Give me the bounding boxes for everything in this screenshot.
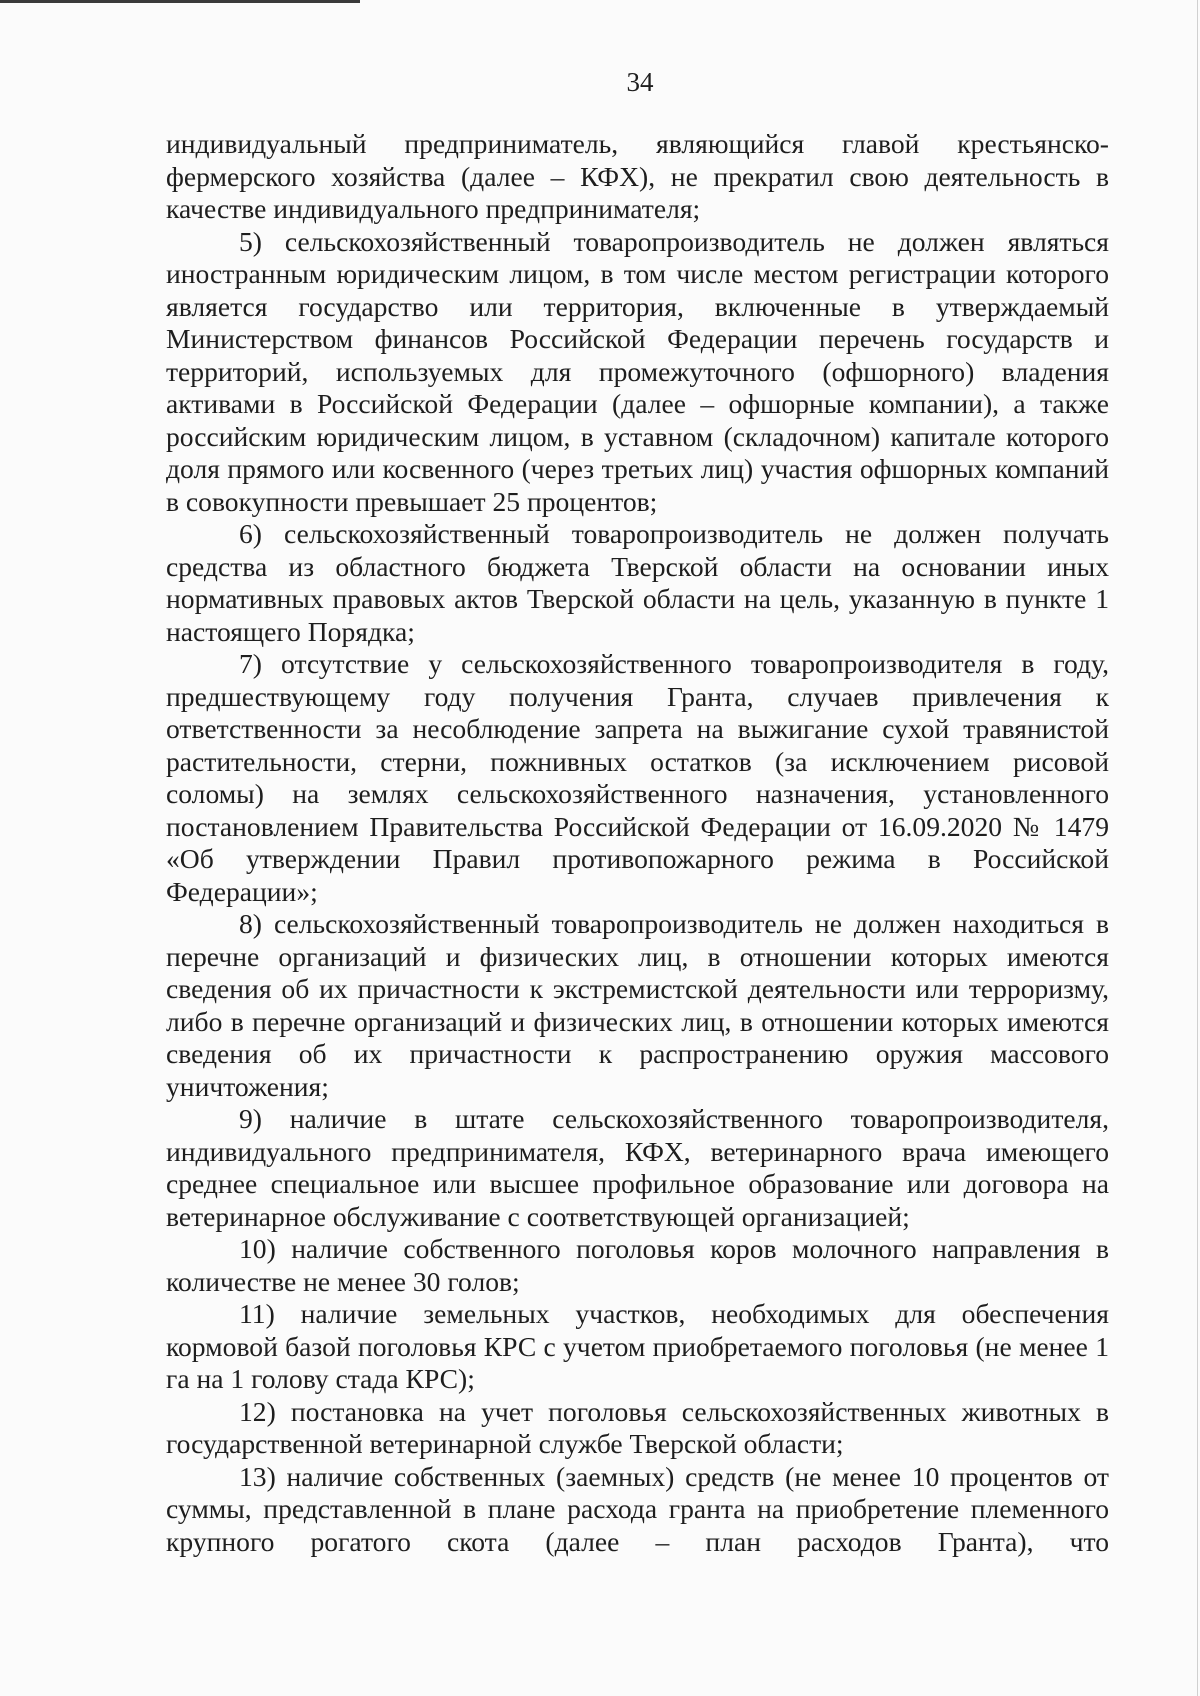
paragraph-item-8: 8) сельскохозяйственный товаропроизводитель не должен находиться в перечне организаций и физических лиц, в отношении которых имеются сведения об их причастности к экстремистской деятельности или терроризму, либо в перечне организаций и физических лиц, в отношении которых имеются сведения об их причастности к распространению оружия массового уничтожения; bbox=[166, 908, 1109, 1102]
scan-edge bbox=[0, 0, 360, 3]
scan-edge-right bbox=[1197, 0, 1198, 1696]
paragraph-item-9: 9) наличие в штате сельскохозяйственного товаропроизводителя, индивидуального предпринимателя, КФХ, ветеринарного врача имеющего среднее специальное или высшее профильное образование или договора на ветеринарное обслуживание с соответствующей организацией; bbox=[166, 1103, 1109, 1232]
paragraph-item-12: 12) постановка на учет поголовья сельскохозяйственных животных в государственной ветеринарной службе Тверской области; bbox=[166, 1395, 1109, 1459]
paragraph-item-7: 7) отсутствие у сельскохозяйственного товаропроизводителя в году, предшествующему году получения Гранта, случаев привлечения к ответственности за несоблюдение запрета на выжигание сухой травянистой растительности, стерни, пожнивных остатков (за исключением рисовой соломы) на землях сельскохозяйственного назначения, установленного постановлением Правительства Российской Федерации от 16.09.2020 № 1479 «Об утверждении Правил противопожарного режима в Российской Федерации»; bbox=[166, 648, 1109, 907]
paragraph-item-10: 10) наличие собственного поголовья коров молочного направления в количестве не менее 30 голов; bbox=[166, 1233, 1109, 1297]
document-body bbox=[166, 128, 1109, 1558]
paragraph-item-11: 11) наличие земельных участков, необходимых для обеспечения кормовой базой поголовья КРС с учетом приобретаемого поголовья (не менее 1 га на 1 голову стада КРС); bbox=[166, 1298, 1109, 1394]
paragraph-item-13: 13) наличие собственных (заемных) средств (не менее 10 процентов от суммы, представленной в плане расхода гранта на приобретение племенного крупного рогатого скота (далее – план расходов Гранта), что bbox=[166, 1460, 1110, 1557]
paragraph-item-5: 5) сельскохозяйственный товаропроизводитель не должен являться иностранным юридическим лицом, в том числе местом регистрации которого является государство или территория, включенные в утверждаемый Министерством финансов Российской Федерации перечень государств и территорий, используемых для промежуточного (офшорного) владения активами в Российской Федерации (далее – офшорные компании), а также российским юридическим лицом, в уставном (складочном) капитале которого доля прямого или косвенного (через третьих лиц) участия офшорных компаний в совокупности превышает 25 процентов; bbox=[166, 225, 1109, 517]
paragraph-continuation: индивидуальный предприниматель, являющийся главой крестьянско- фермерского хозяйства (далее – КФХ), не прекратил свою деятельность в качестве индивидуального предпринимателя; bbox=[166, 128, 1109, 224]
page-number: 34 bbox=[626, 67, 654, 97]
paragraph-item-6: 6) сельскохозяйственный товаропроизводитель не должен получать средства из областного бюджета Тверской области на основании иных нормативных правовых актов Тверской области на цель, указанную в пункте 1 настоящего Порядка; bbox=[166, 518, 1110, 647]
